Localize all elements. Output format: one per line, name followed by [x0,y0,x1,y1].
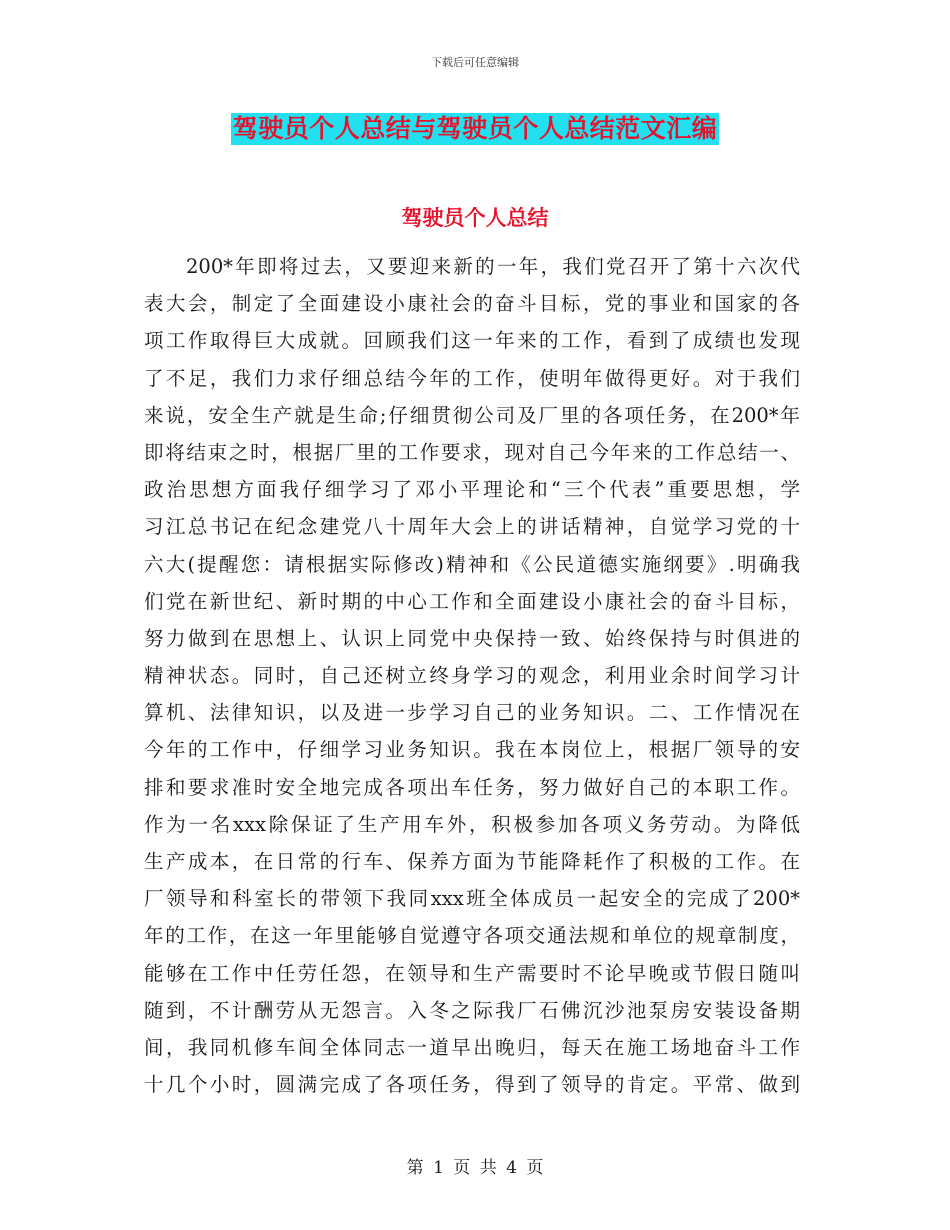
body-line: 政治思想方面我仔细学习了邓小平理论和“三个代表”重要思想，学 [144,478,800,502]
body-line: 排和要求准时安全地完成各项出车任务，努力做好自己的本职工作。 [144,775,800,799]
body-line: 算机、法律知识，以及进一步学习自己的业务知识。二、工作情况在 [144,701,800,725]
body-line: 十几个小时，圆满完成了各项任务，得到了领导的肯定。平常、做到 [144,1073,800,1097]
body-line: 生产成本，在日常的行车、保养方面为节能降耗作了积极的工作。在 [144,850,800,873]
body-line: 作为一名xxx除保证了生产用车外，积极参加各项义务劳动。为降低 [144,812,800,836]
body-line: 了不足，我们力求仔细总结今年的工作，使明年做得更好。对于我们 [144,366,800,390]
body-line: 年的工作，在这一年里能够自觉遵守各项交通法规和单位的规章制度， [144,924,800,948]
body-line: 表大会，制定了全面建设小康社会的奋斗目标，党的事业和国家的各 [144,292,800,316]
header-note: 下载后可任意编辑 [431,56,519,69]
body-line: 六大(提醒您：请根据实际修改)精神和《公民道德实施纲要》.明确我 [144,552,800,576]
body-line: 间，我同机修车间全体同志一道早出晚归，每天在施工场地奋斗工作 [144,1035,800,1059]
body-line: 能够在工作中任劳任怨，在领导和生产需要时不论早晚或节假日随叫 [144,961,800,985]
body-line: 来说，安全生产就是生命;仔细贯彻公司及厂里的各项任务，在200*年 [144,403,800,427]
body-line: 今年的工作中，仔细学习业务知识。我在本岗位上，根据厂领导的安 [144,738,800,762]
body-line: 厂领导和科室长的带领下我同xxx班全体成员一起安全的完成了200* [144,887,800,911]
body-line: 努力做到在思想上、认识上同党中央保持一致、始终保持与时俱进的 [144,626,800,650]
body-line: 们党在新世纪、新时期的中心工作和全面建设小康社会的奋斗目标， [144,589,800,613]
body-line: 精神状态。同时，自己还树立终身学习的观念，利用业余时间学习计 [144,664,800,688]
body-paragraph [144,248,800,1103]
section-title: 驾驶员个人总结 [401,206,549,230]
body-line: 习江总书记在纪念建党八十周年大会上的讲话精神，自觉学习党的十 [144,515,800,539]
body-line: 即将结束之时，根据厂里的工作要求，现对自己今年来的工作总结一、 [144,440,800,464]
body-line: 项工作取得巨大成就。回顾我们这一年来的工作，看到了成绩也发现 [144,329,800,353]
body-line: 200*年即将过去，又要迎来新的一年，我们党召开了第十六次代 [186,255,800,278]
body-line: 随到，不计酬劳从无怨言。入冬之际我厂石佛沉沙池泵房安装设备期 [144,998,800,1022]
page-footer: 第 1 页 共 4 页 [406,1158,544,1178]
doc-title: 驾驶员个人总结与驾驶员个人总结范文汇编 [232,114,718,143]
doc-title-wrap [0,113,950,145]
